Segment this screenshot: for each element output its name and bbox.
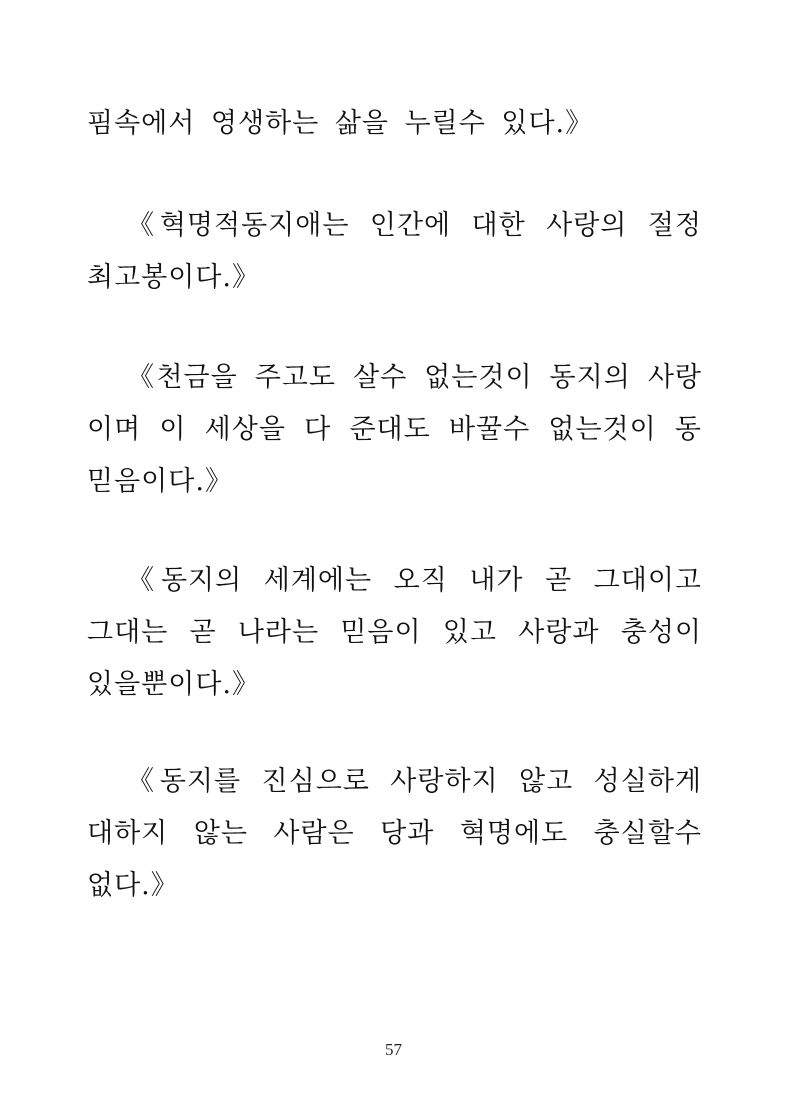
paragraph-line: 없다.》	[87, 870, 179, 901]
page-number: 57	[385, 1040, 402, 1059]
paragraph-line: 그대는 곧 나라는 믿음이 있고 사랑과 충성이	[87, 617, 702, 648]
paragraph-5	[87, 756, 702, 912]
paragraph-line: 핌속에서 영생하는 삶을 누릴수 있다.》	[87, 108, 594, 139]
paragraph-4	[87, 555, 702, 711]
paragraph-line: 《혁명적동지애는 인간에 대한 사랑의 절정	[127, 210, 702, 241]
paragraph-line: 있을뿐이다.》	[87, 669, 260, 700]
paragraph-line: 《동지를 진심으로 사랑하지 않고 성실하게	[127, 766, 702, 797]
paragraph-1	[87, 98, 702, 150]
paragraph-3	[87, 352, 702, 508]
paragraph-line: 대하지 않는 사람은 당과 혁명에도 충실할수	[87, 818, 702, 849]
paragraph-line: 믿음이다.》	[87, 466, 233, 497]
paragraph-line: 이며 이 세상을 다 준대도 바꿀수 없는것이 동	[87, 414, 702, 445]
paragraph-line: 《천금을 주고도 살수 없는것이 동지의 사랑	[127, 362, 702, 393]
paragraph-line: 최고봉이다.》	[87, 262, 260, 293]
paragraph-2	[87, 200, 702, 304]
paragraph-line: 《동지의 세계에는 오직 내가 곧 그대이고	[127, 565, 702, 596]
